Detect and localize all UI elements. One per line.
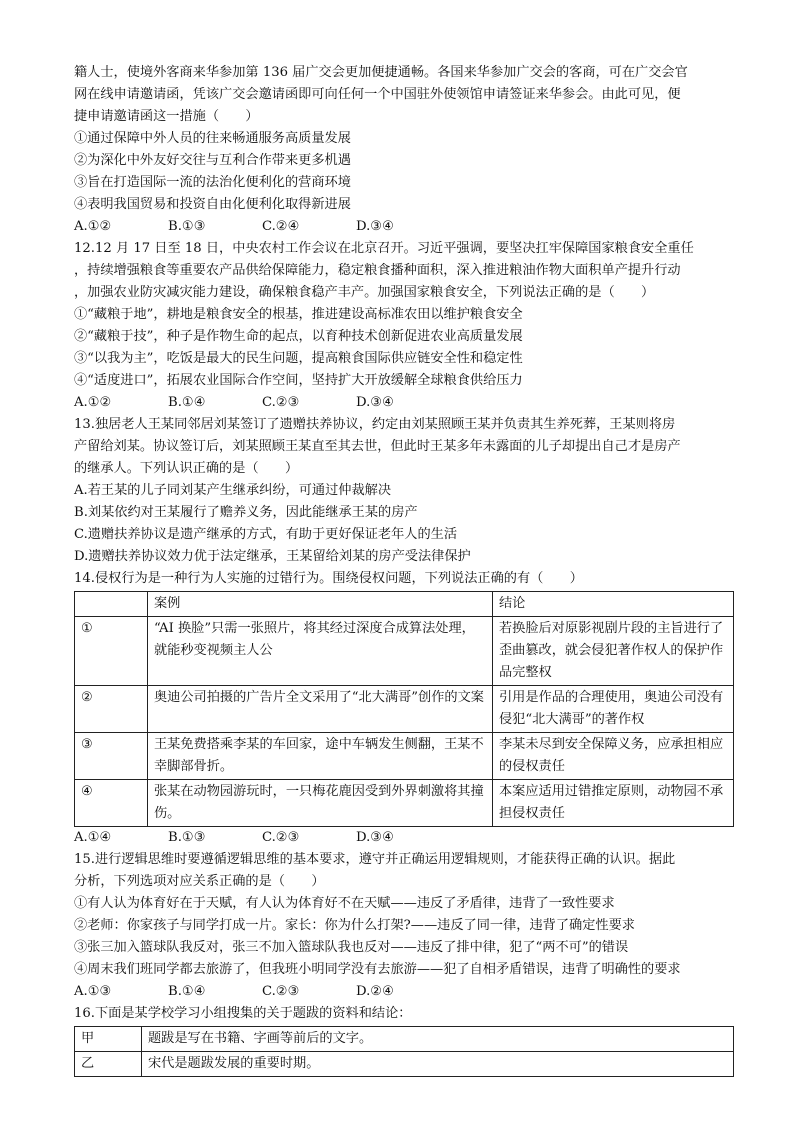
question-12-stem-line-3: ，加强农业防灾减灾能力建设，确保粮食稳产丰产。加强国家粮食安全，下列说法正确的是（ ）	[74, 285, 655, 300]
question-15-option-4: ④周末我们班同学都去旅游了，但我班小明同学没有去旅游——犯了自相矛盾错误，违背了明确性的要求	[74, 962, 681, 977]
question-12-choices	[74, 392, 734, 414]
table-row	[75, 733, 734, 780]
table-row	[75, 617, 734, 686]
row-case: 王某免费搭乘李某的车回家，途中车辆发生侧翻，王某不幸脚部骨折。	[148, 733, 493, 780]
table-header-case: 案例	[148, 592, 493, 617]
choice-b[interactable]: B.①③	[168, 219, 206, 234]
question-13-option-a[interactable]: A.若王某的儿子同刘某产生继承纠纷，可通过仲裁解决	[74, 483, 392, 498]
question-12-option-4: ④“适度进口”，拓展农业国际合作空间，坚持扩大开放缓解全球粮食供给压力	[74, 373, 523, 388]
question-11-choices	[74, 216, 734, 238]
question-13-stem-line-3: 的继承人。下列认识正确的是（ ）	[74, 461, 299, 476]
question-12-option-2: ②“藏粮于技”，种子是作物生命的起点，以育种技术创新促进农业高质量发展	[74, 329, 523, 344]
row-label: 乙	[75, 1052, 142, 1077]
question-15	[74, 849, 734, 1003]
choice-a[interactable]: A.①②	[74, 395, 112, 410]
question-14-choices	[74, 827, 734, 849]
question-11-stem-line-2: 网在线申请邀请函，凭该广交会邀请函即可向任何一个中国驻外使领馆申请签证来华参会。由此可见，便	[74, 87, 681, 102]
question-13	[74, 414, 734, 568]
question-14-stem: 14.侵权行为是一种行为人实施的过错行为。围绕侵权问题，下列说法正确的有（ ）	[74, 571, 583, 586]
row-conclusion: 本案应适用过错推定原则，动物园不承担侵权责任	[493, 780, 734, 827]
choice-a[interactable]: A.①③	[74, 984, 112, 999]
row-text: 宋代是题跋发展的重要时期。	[142, 1052, 734, 1077]
question-12-option-1: ①“藏粮于地”，耕地是粮食安全的根基，推进建设高标准农田以维护粮食安全	[74, 307, 523, 322]
choice-c[interactable]: C.②③	[262, 395, 300, 410]
question-11-stem-line-1: 籍人士，使境外客商来华参加第 136 届广交会更加便捷通畅。各国来华参加广交会的客商，可在广交会官	[74, 65, 688, 80]
table-row	[75, 1027, 734, 1052]
table-row	[75, 686, 734, 733]
question-16-table	[74, 1026, 734, 1077]
choice-c[interactable]: C.②③	[262, 830, 300, 845]
choice-a[interactable]: A.①②	[74, 219, 112, 234]
choice-d[interactable]: D.③④	[356, 395, 394, 410]
question-13-option-d[interactable]: D.遗赠扶养协议效力优于法定继承，王某留给刘某的房产受法律保护	[74, 549, 471, 564]
row-number: ③	[75, 733, 148, 780]
exam-page	[74, 62, 734, 1077]
question-14-table	[74, 591, 734, 827]
question-12-stem-line-1: 12.12 月 17 日至 18 日，中央农村工作会议在北京召开。习近平强调，要坚决扛牢保障国家粮食安全重任	[74, 241, 694, 256]
table-row	[75, 780, 734, 827]
choice-d[interactable]: D.③④	[356, 830, 394, 845]
row-case: 张某在动物园游玩时，一只梅花鹿因受到外界刺激将其撞伤。	[148, 780, 493, 827]
table-row	[75, 1052, 734, 1077]
question-15-option-3: ③张三加入篮球队我反对，张三不加入篮球队我也反对——违反了排中律，犯了“两不可”的错误	[74, 940, 629, 955]
question-16	[74, 1003, 734, 1077]
question-15-stem-line-1: 15.进行逻辑思维时要遵循逻辑思维的基本要求，遵守并正确运用逻辑规则，才能获得正确的认识。据此	[74, 852, 676, 867]
question-11-option-4: ④表明我国贸易和投资自由化便利化取得新进展	[74, 197, 351, 212]
question-11-option-3: ③旨在打造国际一流的法治化便利化的营商环境	[74, 175, 351, 190]
row-number: ④	[75, 780, 148, 827]
question-12-option-3: ③“以我为主”，吃饭是最大的民生问题，提高粮食国际供应链安全性和稳定性	[74, 351, 523, 366]
choice-a[interactable]: A.①④	[74, 830, 112, 845]
question-12-stem-line-2: ，持续增强粮食等重要农产品供给保障能力，稳定粮食播种面积，深入推进粮油作物大面积单产提升行动	[74, 263, 681, 278]
question-13-option-b[interactable]: B.刘某依约对王某履行了赡养义务，因此能继承王某的房产	[74, 505, 418, 520]
row-label: 甲	[75, 1027, 142, 1052]
row-number: ①	[75, 617, 148, 686]
question-13-stem-line-1: 13.独居老人王某同邻居刘某签订了遗赠扶养协议，约定由刘某照顾王某并负责其生养死葬，王某则将房	[74, 417, 676, 432]
row-case: 奥迪公司拍摄的广告片全文采用了“北大满哥”创作的文案	[148, 686, 493, 733]
question-15-choices	[74, 981, 734, 1003]
question-11	[74, 62, 734, 238]
choice-b[interactable]: B.①③	[168, 830, 206, 845]
row-number: ②	[75, 686, 148, 733]
choice-d[interactable]: D.③④	[356, 219, 394, 234]
question-12	[74, 238, 734, 414]
row-case: “AI 换脸”只需一张照片，将其经过深度合成算法处理，就能秒变视频主人公	[148, 617, 493, 686]
question-14	[74, 568, 734, 849]
table-header-conclusion: 结论	[493, 592, 734, 617]
choice-b[interactable]: B.①④	[168, 395, 206, 410]
row-conclusion: 若换脸后对原影视剧片段的主旨进行了歪曲篡改，就会侵犯著作权人的保护作品完整权	[493, 617, 734, 686]
question-15-option-1: ①有人认为体育好在于天赋，有人认为体育好不在天赋——违反了矛盾律，违背了一致性要求	[74, 896, 615, 911]
question-13-option-c[interactable]: C.遗赠扶养协议是遗产继承的方式，有助于更好保证老年人的生活	[74, 527, 458, 542]
choice-b[interactable]: B.①④	[168, 984, 206, 999]
question-11-option-2: ②为深化中外友好交往与互利合作带来更多机遇	[74, 153, 351, 168]
row-text: 题跋是写在书籍、字画等前后的文字。	[142, 1027, 734, 1052]
choice-d[interactable]: D.②④	[356, 984, 394, 999]
question-15-option-2: ②老师：你家孩子与同学打成一片。家长：你为什么打架?——违反了同一律，违背了确定性要求	[74, 918, 635, 933]
table-header-cell	[75, 592, 148, 617]
question-11-stem-line-3: 捷申请邀请函这一措施（ ）	[74, 109, 259, 124]
row-conclusion: 李某未尽到安全保障义务，应承担相应的侵权责任	[493, 733, 734, 780]
row-conclusion: 引用是作品的合理使用，奥迪公司没有侵犯“北大满哥”的著作权	[493, 686, 734, 733]
choice-c[interactable]: C.②④	[262, 219, 300, 234]
table-header-row	[75, 592, 734, 617]
question-11-option-1: ①通过保障中外人员的往来畅通服务高质量发展	[74, 131, 351, 146]
question-16-stem: 16.下面是某学校学习小组搜集的关于题跋的资料和结论：	[74, 1006, 412, 1021]
question-15-stem-line-2: 分析，下列选项对应关系正确的是（ ）	[74, 874, 325, 889]
choice-c[interactable]: C.②③	[262, 984, 300, 999]
question-13-stem-line-2: 产留给刘某。协议签订后，刘某照顾王某直至其去世，但此时王某多年未露面的儿子却提出自己才是房产	[74, 439, 681, 454]
